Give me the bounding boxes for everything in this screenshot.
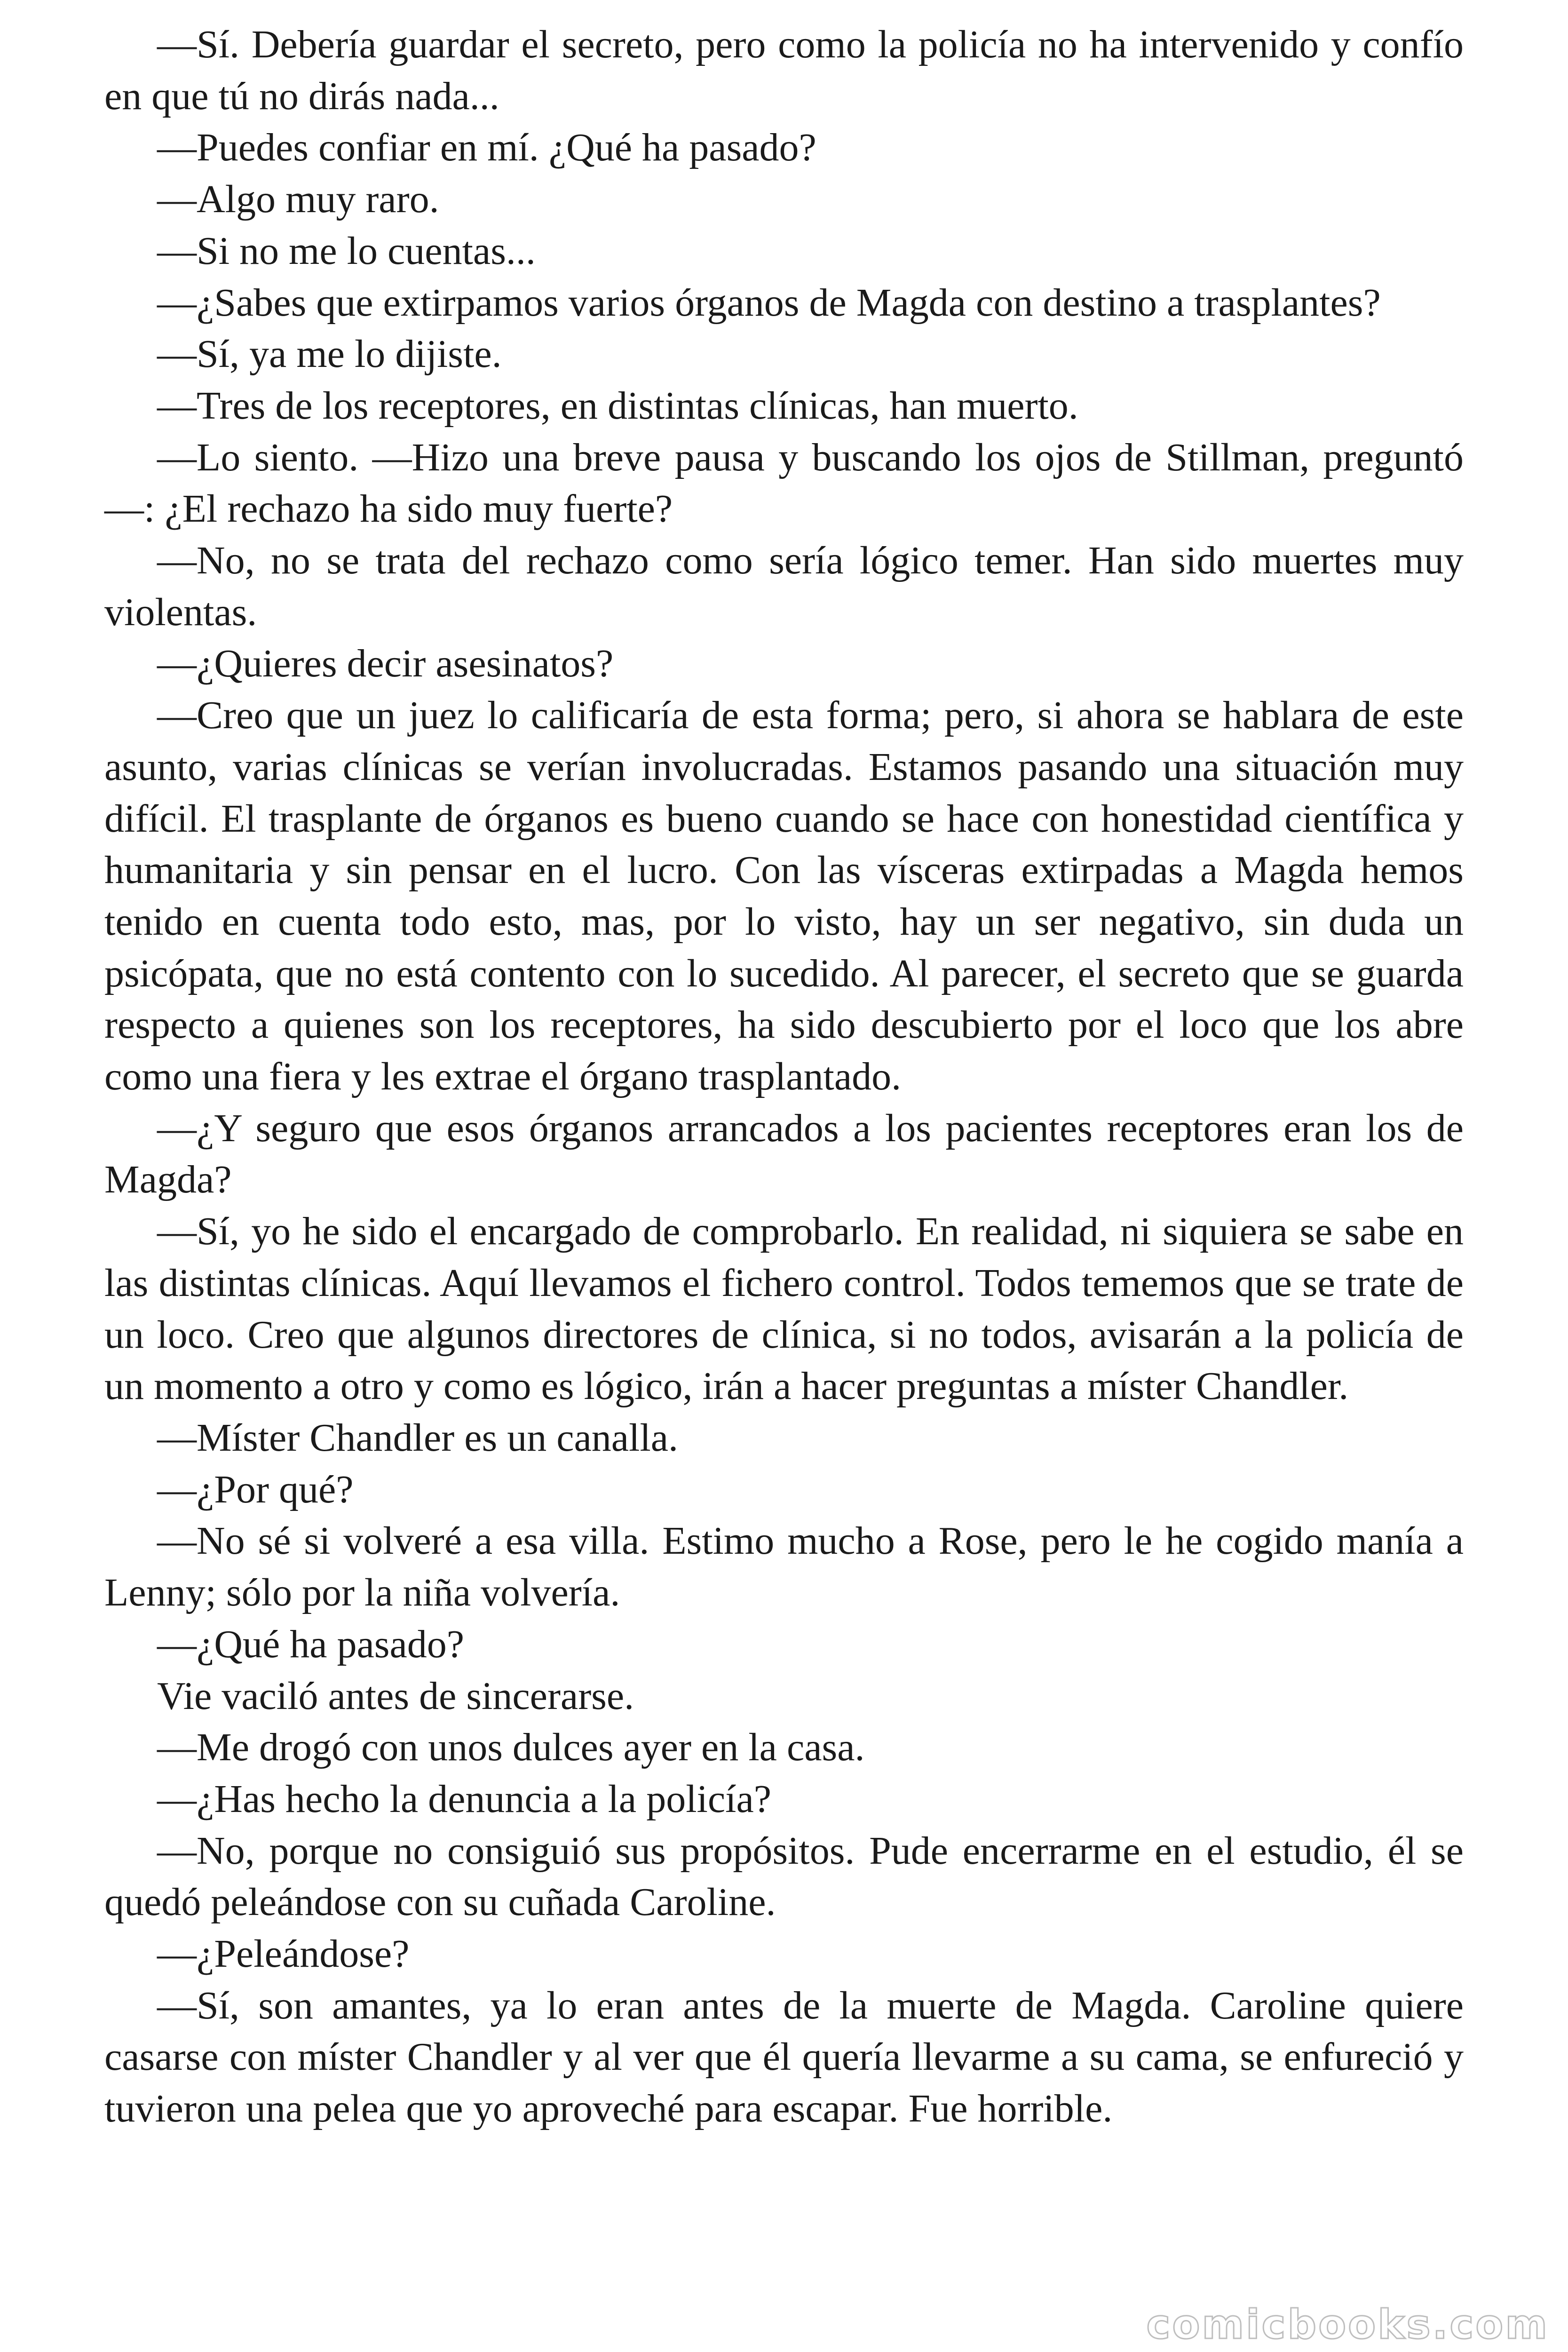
paragraph: —Puedes confiar en mí. ¿Qué ha pasado? xyxy=(157,126,816,170)
paragraph: —No, no se trata del rechazo como sería lógico temer. Han sido muertes muy violentas. xyxy=(104,539,1464,634)
paragraph: —¿Peleándose? xyxy=(157,1932,410,1976)
paragraph: —No, porque no consiguió sus propósitos. Pude encerrarme en el estudio, él se quedó peleándose con su cuñada Caroline. xyxy=(104,1828,1464,1924)
paragraph: —Creo que un juez lo calificaría de esta forma; pero, si ahora se hablara de este asunto, varias clínicas se verían involucradas. Estamos pasando una situación muy difícil. El trasplante de órganos es bueno cuando se hace con honestidad científica y humanitaria y sin pensar en el lucro. Con las vísceras extirpadas a Magda hemos tenido en cuenta todo esto, mas, por lo visto, hay un ser negativo, sin duda un psicópata, que no está contento con lo sucedido. Al parecer, el secreto que se guarda respecto a quienes son los receptores, ha sido descubierto por el loco que los abre como una fiera y les extrae el órgano trasplantado. xyxy=(104,693,1464,1099)
paragraph: —¿Qué ha pasado? xyxy=(157,1622,465,1666)
paragraph: —¿Sabes que extirpamos varios órganos de Magda con destino a trasplantes? xyxy=(157,280,1381,325)
paragraph: —Tres de los receptores, en distintas clínicas, han muerto. xyxy=(157,383,1078,428)
paragraph: —Me drogó con unos dulces ayer en la casa. xyxy=(157,1725,865,1770)
paragraph: —¿Quieres decir asesinatos? xyxy=(157,642,614,686)
body-text xyxy=(104,19,1464,2135)
paragraph: —Algo muy raro. xyxy=(157,177,439,222)
paragraph: —Sí. Debería guardar el secreto, pero como la policía no ha intervenido y confío en que tú no dirás nada... xyxy=(104,23,1464,118)
paragraph: —No sé si volveré a esa villa. Estimo mucho a Rose, pero le he cogido manía a Lenny; sólo por la niña volvería. xyxy=(104,1519,1464,1615)
watermark: comicbooks.com xyxy=(1146,2301,1549,2348)
paragraph: Vie vaciló antes de sincerarse. xyxy=(157,1674,634,1718)
paragraph: —Sí, ya me lo dijiste. xyxy=(157,332,502,376)
paragraph: —Lo siento. —Hizo una breve pausa y buscando los ojos de Stillman, preguntó—: ¿El rechazo ha sido muy fuerte? xyxy=(104,435,1464,531)
paragraph: —¿Y seguro que esos órganos arrancados a los pacientes receptores eran los de Magda? xyxy=(104,1106,1464,1202)
paragraph: —Sí, son amantes, ya lo eran antes de la muerte de Magda. Caroline quiere casarse con míster Chandler y al ver que él quería llevarme a su cama, se enfureció y tuvieron una pelea que yo aproveché para escapar. Fue horrible. xyxy=(104,1983,1464,2131)
paragraph: —Míster Chandler es un canalla. xyxy=(157,1415,678,1460)
paragraph: —¿Has hecho la denuncia a la policía? xyxy=(157,1777,772,1821)
paragraph: —Sí, yo he sido el encargado de comprobarlo. En realidad, ni siquiera se sabe en las distintas clínicas. Aquí llevamos el fichero control. Todos tememos que se trate de un loco. Creo que algunos directores de clínica, si no todos, avisarán a la policía de un momento a otro y como es lógico, irán a hacer preguntas a míster Chandler. xyxy=(104,1209,1464,1408)
paragraph: —¿Por qué? xyxy=(157,1467,354,1511)
paragraph: —Si no me lo cuentas... xyxy=(157,229,536,273)
